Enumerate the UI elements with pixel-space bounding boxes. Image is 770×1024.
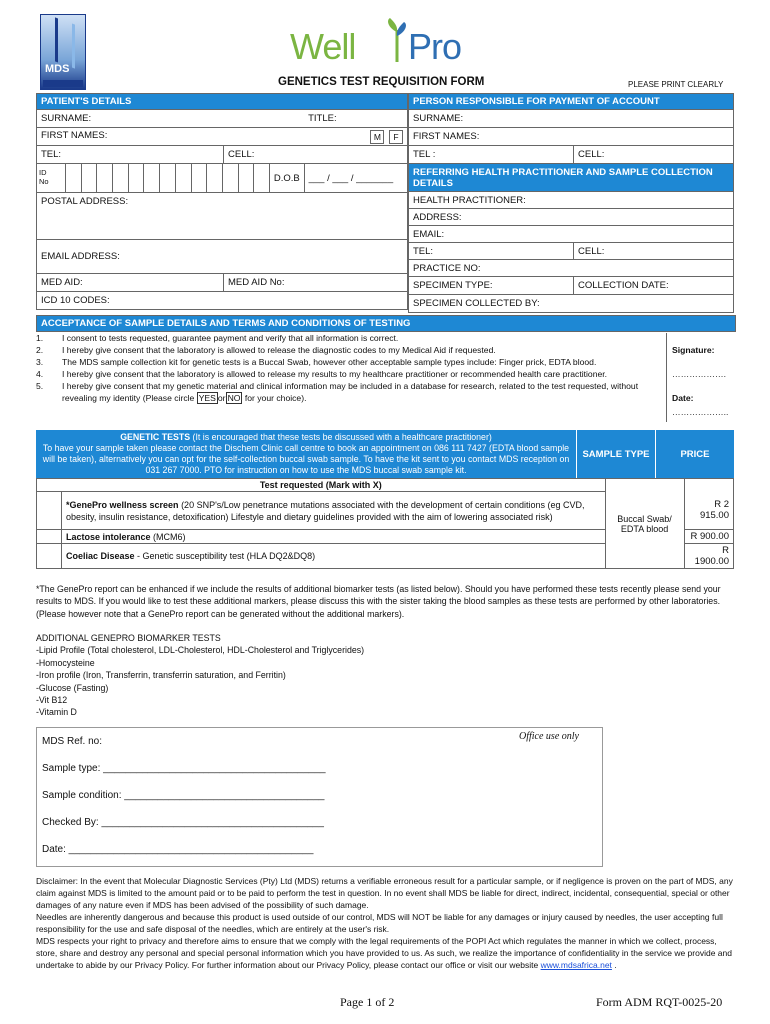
test-price: R 2 915.00	[684, 492, 733, 530]
consent-item: 1. I consent to tests requested, guarantee payment and verify that all information is correct.	[36, 333, 399, 343]
test-price: R 1900.00	[684, 544, 733, 569]
payer-tel-field[interactable]: TEL :	[409, 146, 574, 164]
form-title: GENETICS TEST REQUISITION FORM	[278, 76, 485, 88]
biomarker-item: -Lipid Profile (Total cholesterol, LDL-Cholesterol, HDL-Cholesterol and Triglycerides)	[36, 645, 365, 656]
email-address-field[interactable]: EMAIL ADDRESS:	[37, 240, 408, 274]
test-row: Coeliac Disease - Genetic susceptibility test (HLA DQ2&DQ8)	[62, 544, 606, 569]
payer-surname-field[interactable]: SURNAME:	[409, 110, 734, 128]
hp-tel-field[interactable]: TEL:	[409, 243, 574, 260]
genetic-tests-header: GENETIC TESTS (It is encouraged that these tests be discussed with a healthcare practitioner) To have your sample taken please contact the Dischem Clinic call centre to book an appointment on 086 111 7427 (EDTA blood sample will be taken), alternatively you can opt for the self-collection buccal swab sample. To have the kit sent to you contact MDS reception on 031 267 7000. PTO for instruction on how to use the MDS buccal swab sample kit. SAMPLE TYPE PRICE	[36, 430, 734, 478]
yes-option[interactable]: YES	[198, 392, 216, 403]
patient-tel-field[interactable]: TEL:	[37, 146, 224, 164]
hp-cell-field[interactable]: CELL:	[574, 243, 734, 260]
hp-email-field[interactable]: EMAIL:	[409, 226, 734, 243]
biomarker-list	[36, 632, 736, 719]
patient-id-field[interactable]: ID No D.O.B	[37, 164, 305, 193]
practice-no-field[interactable]: PRACTICE NO:	[409, 260, 734, 277]
patient-first-names-field[interactable]: FIRST NAMES: M F	[37, 128, 408, 146]
genetic-tests-section	[36, 430, 734, 569]
payer-heading: PERSON RESPONSIBLE FOR PAYMENT OF ACCOUNT	[409, 94, 734, 110]
hp-address-field[interactable]: ADDRESS:	[409, 209, 734, 226]
specimen-type-field[interactable]: SPECIMEN TYPE:	[409, 277, 574, 295]
postal-address-field[interactable]: POSTAL ADDRESS:	[37, 193, 408, 240]
dna-helix-icon	[55, 17, 75, 68]
no-option[interactable]: NO	[227, 392, 241, 403]
dob-label: D.O.B	[269, 164, 304, 192]
print-note: PLEASE PRINT CLEARLY	[628, 80, 724, 89]
collected-by-field[interactable]: SPECIMEN COLLECTED BY:	[409, 295, 734, 313]
med-aid-field[interactable]: MED AID:	[37, 274, 224, 292]
patient-surname-field[interactable]: SURNAME:	[37, 110, 305, 128]
biomarker-item: -Vit B12	[36, 695, 68, 706]
test-price: R 900.00	[684, 530, 733, 544]
patient-title-field[interactable]: TITLE:	[304, 110, 407, 128]
biomarker-heading: ADDITIONAL GENEPRO BIOMARKER TESTS	[36, 633, 221, 643]
male-checkbox[interactable]: M	[370, 130, 384, 144]
office-date-field[interactable]: Date: ____________________________________________	[42, 844, 314, 855]
biomarker-item: -Vitamin D	[36, 707, 77, 718]
date-field[interactable]: ………………..	[672, 407, 729, 417]
lactose-checkbox[interactable]	[37, 530, 62, 544]
sample-condition-field[interactable]: Sample condition: ____________________________________	[42, 790, 325, 801]
office-use-box	[36, 727, 603, 867]
disclaimer: Disclaimer: In the event that Molecular Diagnostic Services (Pty) Ltd (MDS) returns a verifiable erroneous result for a particular sample, or if negligence is proven on the part of MDS, any claim against MDS is limited to the amount paid or to be paid to perform the test in question. In no event shall MDS be liable for direct, indirect, incidental, consequential, special or other damages of any nature even if MDS has been advised of the possibility of such damage. Needles are inherently dangerous and because this product is used outside of our control, MDS will NOT be liable for any damages or injury caused by needles, the user accepting full responsibility for the use and safe disposal of the needles, which are entirely at the user's risk. MDS respects your right to privacy and therefore aims to ensure that we comply with the legal requirements of the POPI Act which regulates the manner in which we collect, process, store, share and destroy any personal and special personal information which you have provided to us. As such, we realize the importance of confidentiality in the service we provide and undertake to abide by our Privacy Policy. For further information about our Privacy Policy, please contact our office or visit our website www.mdsafrica.net .	[36, 876, 733, 970]
patient-cell-field[interactable]: CELL:	[224, 146, 408, 164]
website-link[interactable]: www.mdsafrica.net	[540, 960, 612, 970]
consent-item: 4. I hereby give consent that the laboratory is allowed to release my results to my healthcare practitioner or recommended health care practitioner.	[36, 368, 608, 379]
dob-field[interactable]: ___ / ___ / _______	[304, 164, 407, 193]
biomarker-item: -Homocysteine	[36, 657, 95, 668]
form-number: Form ADM RQT-0025-20	[596, 995, 723, 1009]
price-header: PRICE	[680, 448, 710, 460]
consent-item: 2. I hereby give consent that the laboratory is allowed to release the diagnostic codes to my Medical Aid if requested.	[36, 344, 496, 355]
test-row: *GenePro wellness screen (20 SNP's/Low penetrance mutations associated with the development of certain conditions (eg CVD, obesity, insulin resistance, detoxification) Lifestyle and dietary guidelines provided with the aim of lowering associated risk)	[62, 492, 606, 530]
mds-ref-field[interactable]: MDS Ref. no:	[42, 736, 103, 747]
hp-field[interactable]: HEALTH PRACTITIONER:	[409, 192, 734, 209]
mds-logo-text: MDS	[45, 63, 70, 75]
icd-codes-field[interactable]: ICD 10 CODES:	[37, 292, 408, 310]
collection-date-field[interactable]: COLLECTION DATE:	[574, 277, 734, 295]
consent-terms	[36, 333, 734, 417]
checked-by-field[interactable]: Checked By: ________________________________________	[42, 817, 324, 828]
date-label: Date:	[672, 393, 694, 403]
id-number-boxes[interactable]	[65, 164, 269, 192]
signature-label: Signature:	[672, 345, 715, 355]
test-requested-label: Test requested (Mark with X)	[37, 479, 606, 492]
sample-type-value: Buccal Swab/ EDTA blood	[605, 479, 684, 569]
patient-heading: PATIENT'S DETAILS	[37, 94, 408, 110]
wellpro-logo: Well Pro	[290, 18, 500, 68]
mds-logo	[40, 14, 86, 90]
payer-cell-field[interactable]: CELL:	[574, 146, 734, 164]
coeliac-checkbox[interactable]	[37, 544, 62, 569]
female-checkbox[interactable]: F	[389, 130, 403, 144]
signature-field[interactable]: ……………….	[672, 369, 726, 379]
biomarker-item: -Glucose (Fasting)	[36, 682, 109, 693]
leaf-icon	[386, 18, 408, 62]
genepro-checkbox[interactable]	[37, 492, 62, 530]
sample-type-field[interactable]: Sample type: ________________________________________	[42, 763, 326, 774]
genetic-tests-table	[36, 478, 734, 569]
payer-first-names-field[interactable]: FIRST NAMES:	[409, 128, 734, 146]
biomarker-item: -Iron profile (Iron, Transferrin, transferrin saturation, and Ferritin)	[36, 670, 286, 681]
genepro-note: *The GenePro report can be enhanced if we include the results of additional biomarker tests (as listed below). Should you have performed these tests recently please send your results to MDS. If you would like to test these additional markers, please discuss this with the sister taking the blood samples as these tests are performed by other laboratories. (Please however note that a GenePro report can be generated without the additional markers).	[36, 584, 721, 619]
payer-details-table	[408, 93, 734, 313]
referring-heading: REFERRING HEALTH PRACTITIONER AND SAMPLE COLLECTION DETAILS	[409, 164, 734, 192]
page-number: Page 1 of 2	[340, 995, 395, 1009]
consent-item: 5. I hereby give consent that my genetic material and clinical information may be included in a database for research, related to the test requested, without revealing my identity (Please circle YES or NO for your choice).	[36, 380, 639, 403]
med-aid-no-field[interactable]: MED AID No:	[224, 274, 408, 292]
office-use-note: Office use only	[519, 731, 579, 742]
test-row: Lactose intolerance (MCM6)	[62, 530, 606, 544]
consent-item: 3. The MDS sample collection kit for genetic tests is a Buccal Swab, however other acceptable sample types include: Finger prick, EDTA blood.	[36, 356, 597, 367]
patient-details-table	[36, 93, 408, 310]
sample-type-header: SAMPLE TYPE	[577, 430, 656, 478]
consent-heading: ACCEPTANCE OF SAMPLE DETAILS AND TERMS AND CONDITIONS OF TESTING	[36, 315, 736, 332]
